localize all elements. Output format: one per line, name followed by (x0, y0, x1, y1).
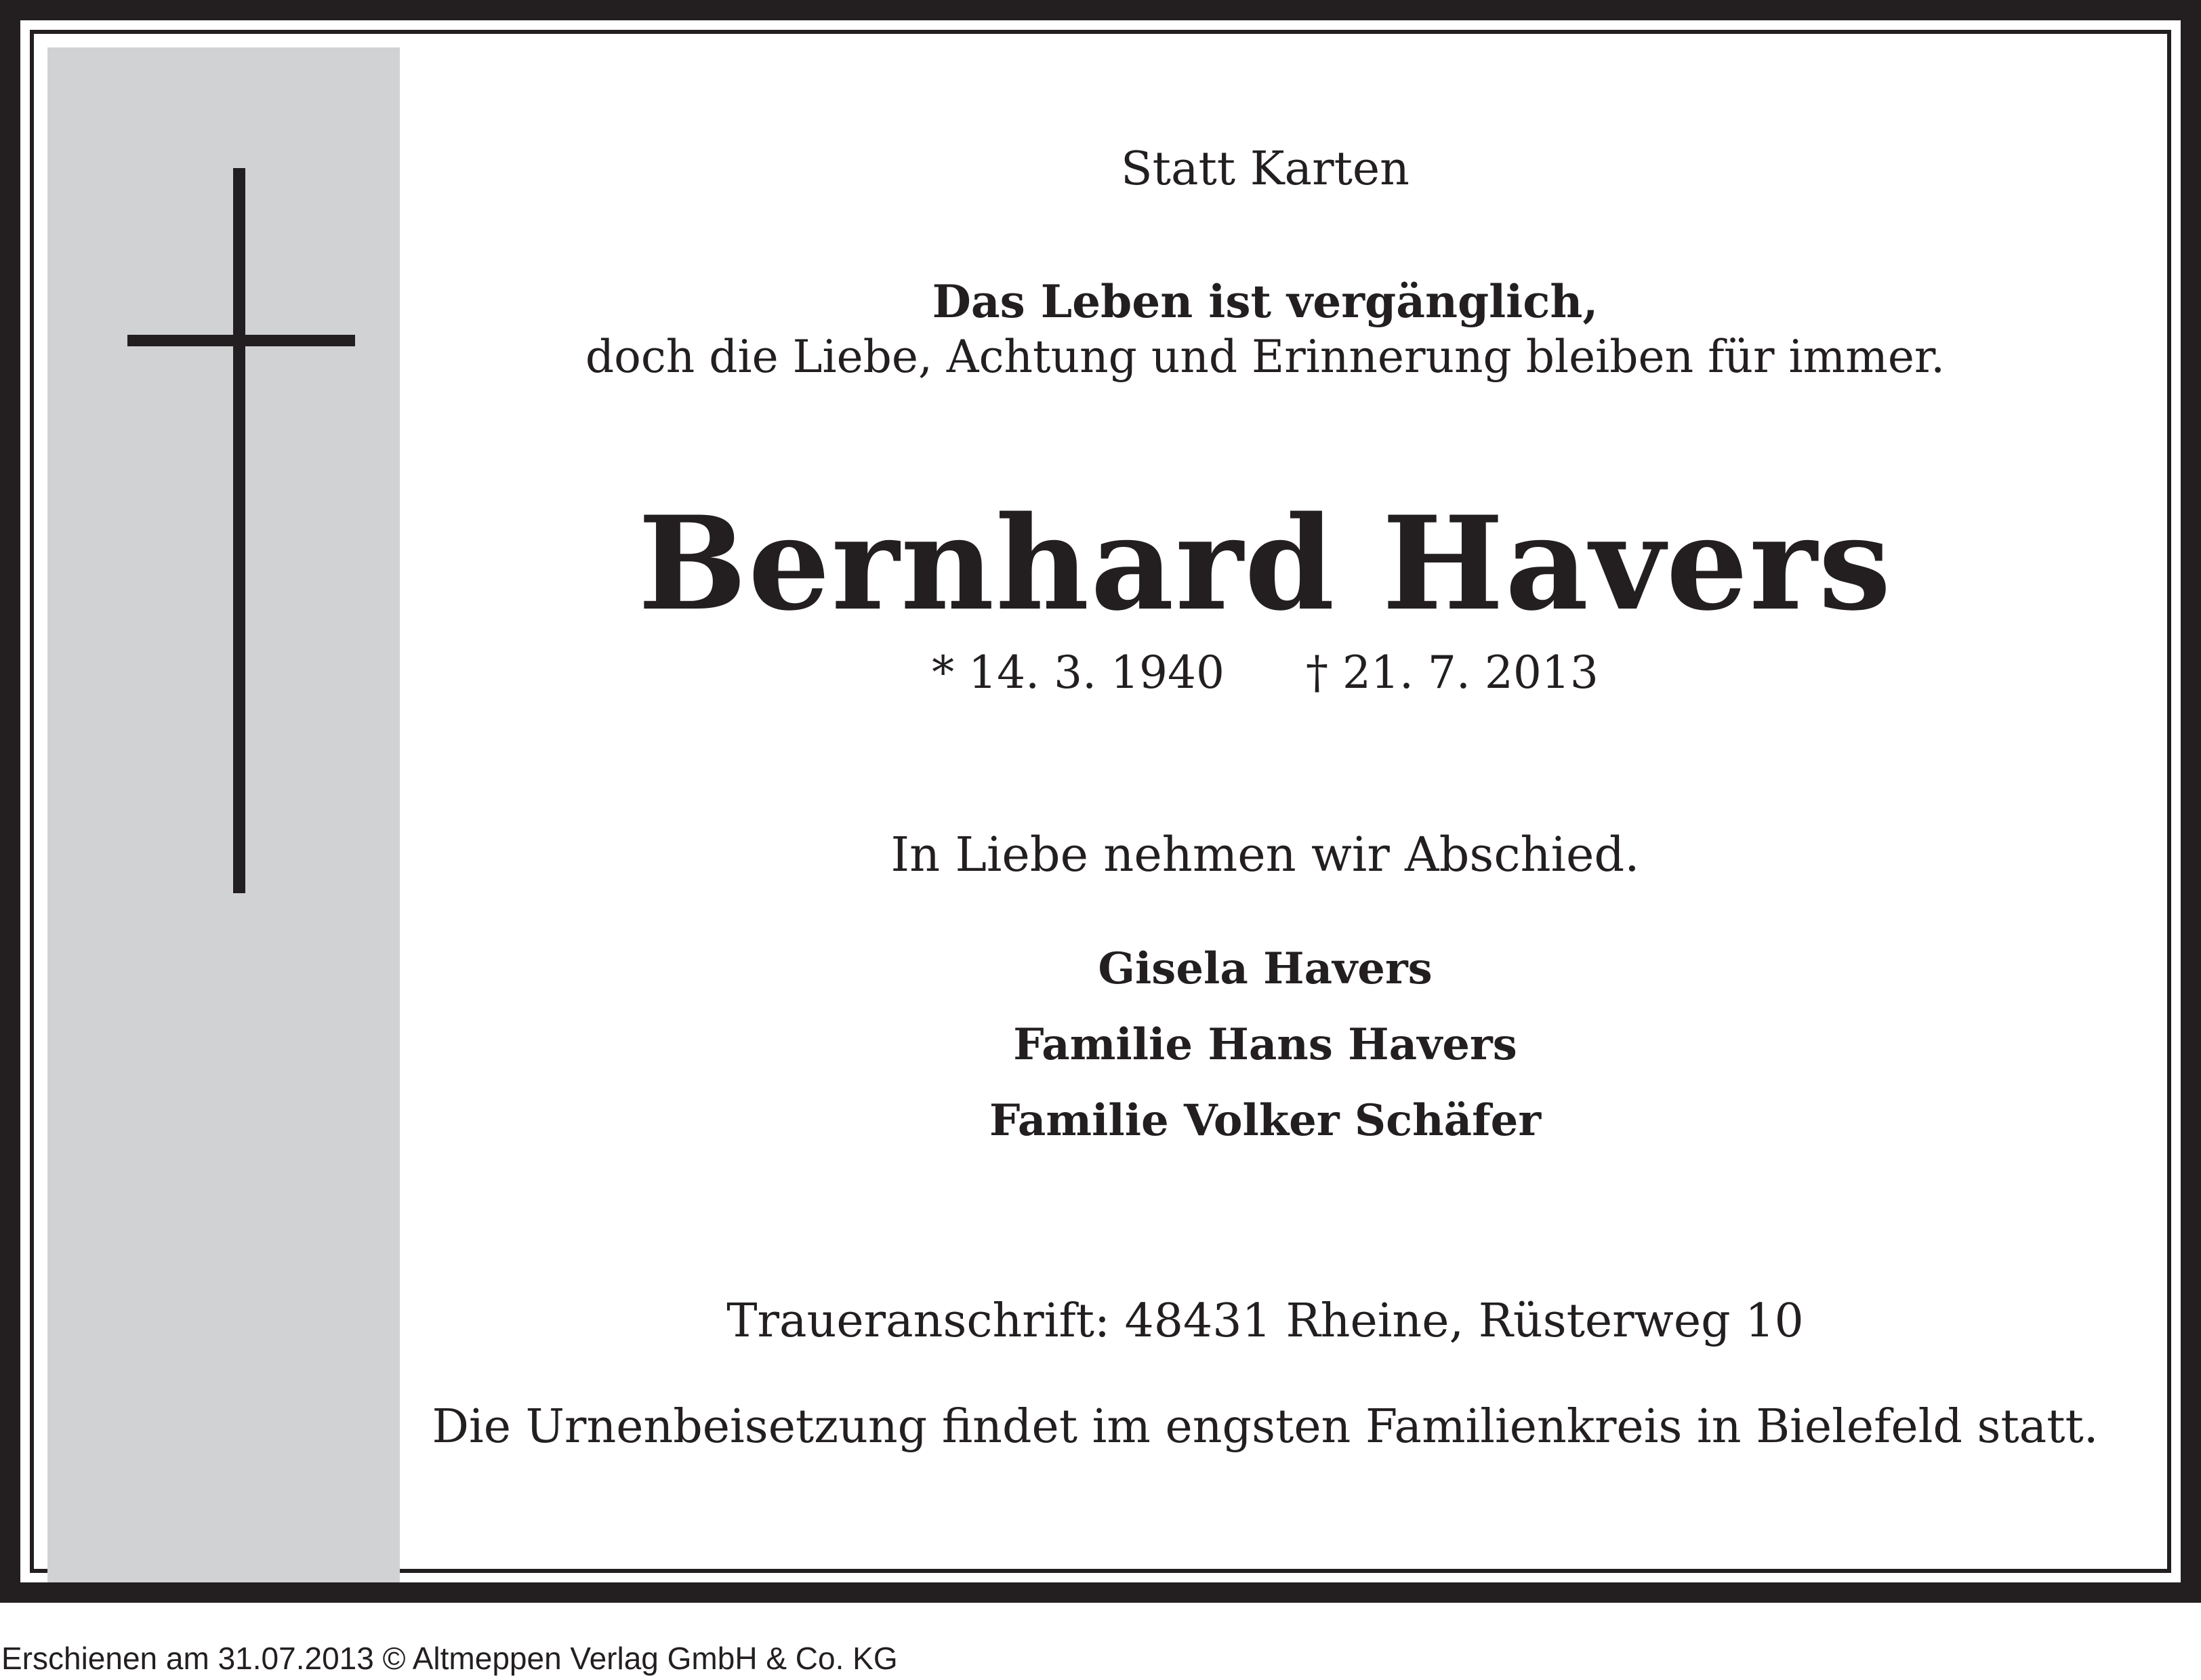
death-date: † 21. 7. 2013 (1306, 647, 1599, 699)
motto-line-2: doch die Liebe, Achtung und Erinnerung bleiben für immer. (585, 331, 1946, 383)
notice-content (386, 20, 2144, 1582)
mourner-name: Familie Volker Schäfer (989, 1095, 1542, 1146)
mourner-name: Gisela Havers (1098, 943, 1433, 994)
mourning-address: Traueranschrift: 48431 Rheine, Rüsterweg 10 (726, 1294, 1804, 1348)
publication-footer: Erschienen am 31.07.2013 © Altmeppen Verlag GmbH & Co. KG (1, 1641, 898, 1676)
mourner-name: Familie Hans Havers (1013, 1019, 1517, 1070)
motto-line-1: Das Leben ist vergänglich, (932, 275, 1599, 328)
cross-horizontal-bar (127, 335, 355, 346)
farewell-line: In Liebe nehmen wir Abschied. (890, 827, 1640, 882)
life-dates (386, 647, 2144, 699)
cross-vertical-bar (233, 168, 245, 893)
notice-frame (20, 20, 2181, 1582)
ceremony-note: Die Urnenbeisetzung findet im engsten Familienkreis in Bielefeld statt. (432, 1400, 2099, 1454)
birth-date: * 14. 3. 1940 (932, 647, 1225, 699)
deceased-name: Bernhard Havers (638, 488, 1893, 639)
side-panel (47, 47, 400, 1582)
preamble: Statt Karten (1121, 142, 1410, 196)
